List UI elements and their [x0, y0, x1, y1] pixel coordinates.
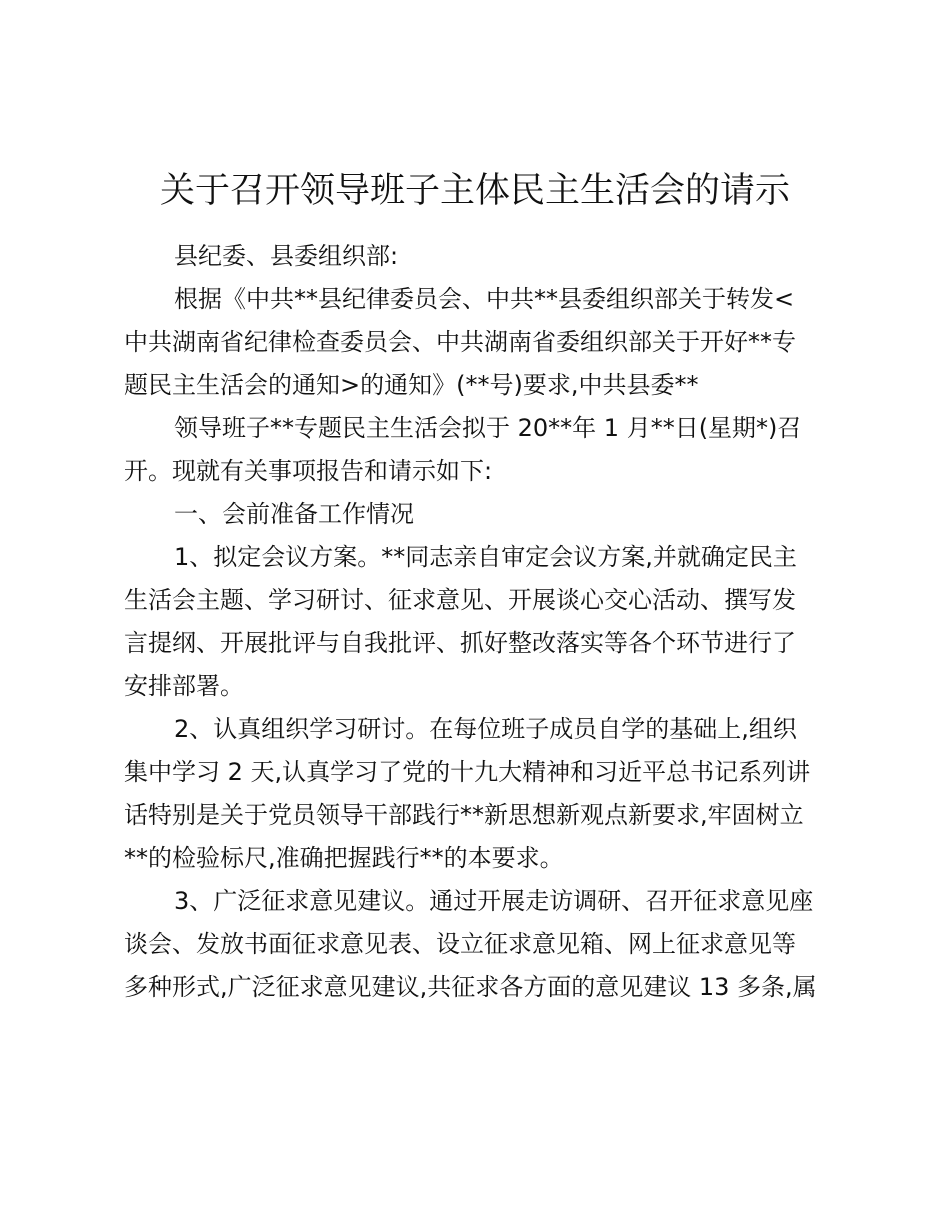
paragraph-line: 3、广泛征求意见建议。通过开展走访调研、召开征求意见座 — [174, 887, 814, 915]
paragraph-line: 1、拟定会议方案。**同志亲自审定会议方案,并就确定民主 — [174, 543, 797, 571]
salutation-line: 县纪委、县委组织部: — [174, 242, 399, 270]
paragraph-line: 多种形式,广泛征求意见建议,共征求各方面的意见建议 13 多条,属 — [124, 973, 817, 1001]
paragraph-line: 安排部署。 — [124, 672, 244, 700]
paragraph-line: 中共湖南省纪律检查委员会、中共湖南省委组织部关于开好**专 — [124, 328, 796, 356]
paragraph-line: 题民主生活会的通知>的通知》(**号)要求,中共县委** — [124, 371, 699, 399]
paragraph-line: 生活会主题、学习研讨、征求意见、开展谈心交心活动、撰写发 — [124, 586, 796, 614]
paragraph-line: 谈会、发放书面征求意见表、设立征求意见箱、网上征求意见等 — [124, 930, 796, 958]
paragraph-line: 开。现就有关事项报告和请示如下: — [124, 457, 493, 485]
paragraph-line: 话特别是关于党员领导干部践行**新思想新观点新要求,牢固树立 — [124, 801, 804, 829]
paragraph-line: **的检验标尺,准确把握践行**的本要求。 — [124, 844, 564, 872]
paragraph-line: 领导班子**专题民主生活会拟于 20**年 1 月**日(星期*)召 — [174, 414, 802, 442]
paragraph-line: 言提纲、开展批评与自我批评、抓好整改落实等各个环节进行了 — [124, 629, 796, 657]
document-body — [124, 236, 836, 1010]
paragraph-line: 2、认真组织学习研讨。在每位班子成员自学的基础上,组织 — [174, 715, 797, 743]
document-title: 关于召开领导班子主体民主生活会的请示 — [159, 171, 790, 211]
paragraph-line: 根据《中共**县纪律委员会、中共**县委组织部关于转发< — [174, 285, 795, 313]
section-heading: 一、会前准备工作情况 — [174, 500, 414, 528]
paragraph-line: 集中学习 2 天,认真学习了党的十九大精神和习近平总书记系列讲 — [124, 758, 811, 786]
